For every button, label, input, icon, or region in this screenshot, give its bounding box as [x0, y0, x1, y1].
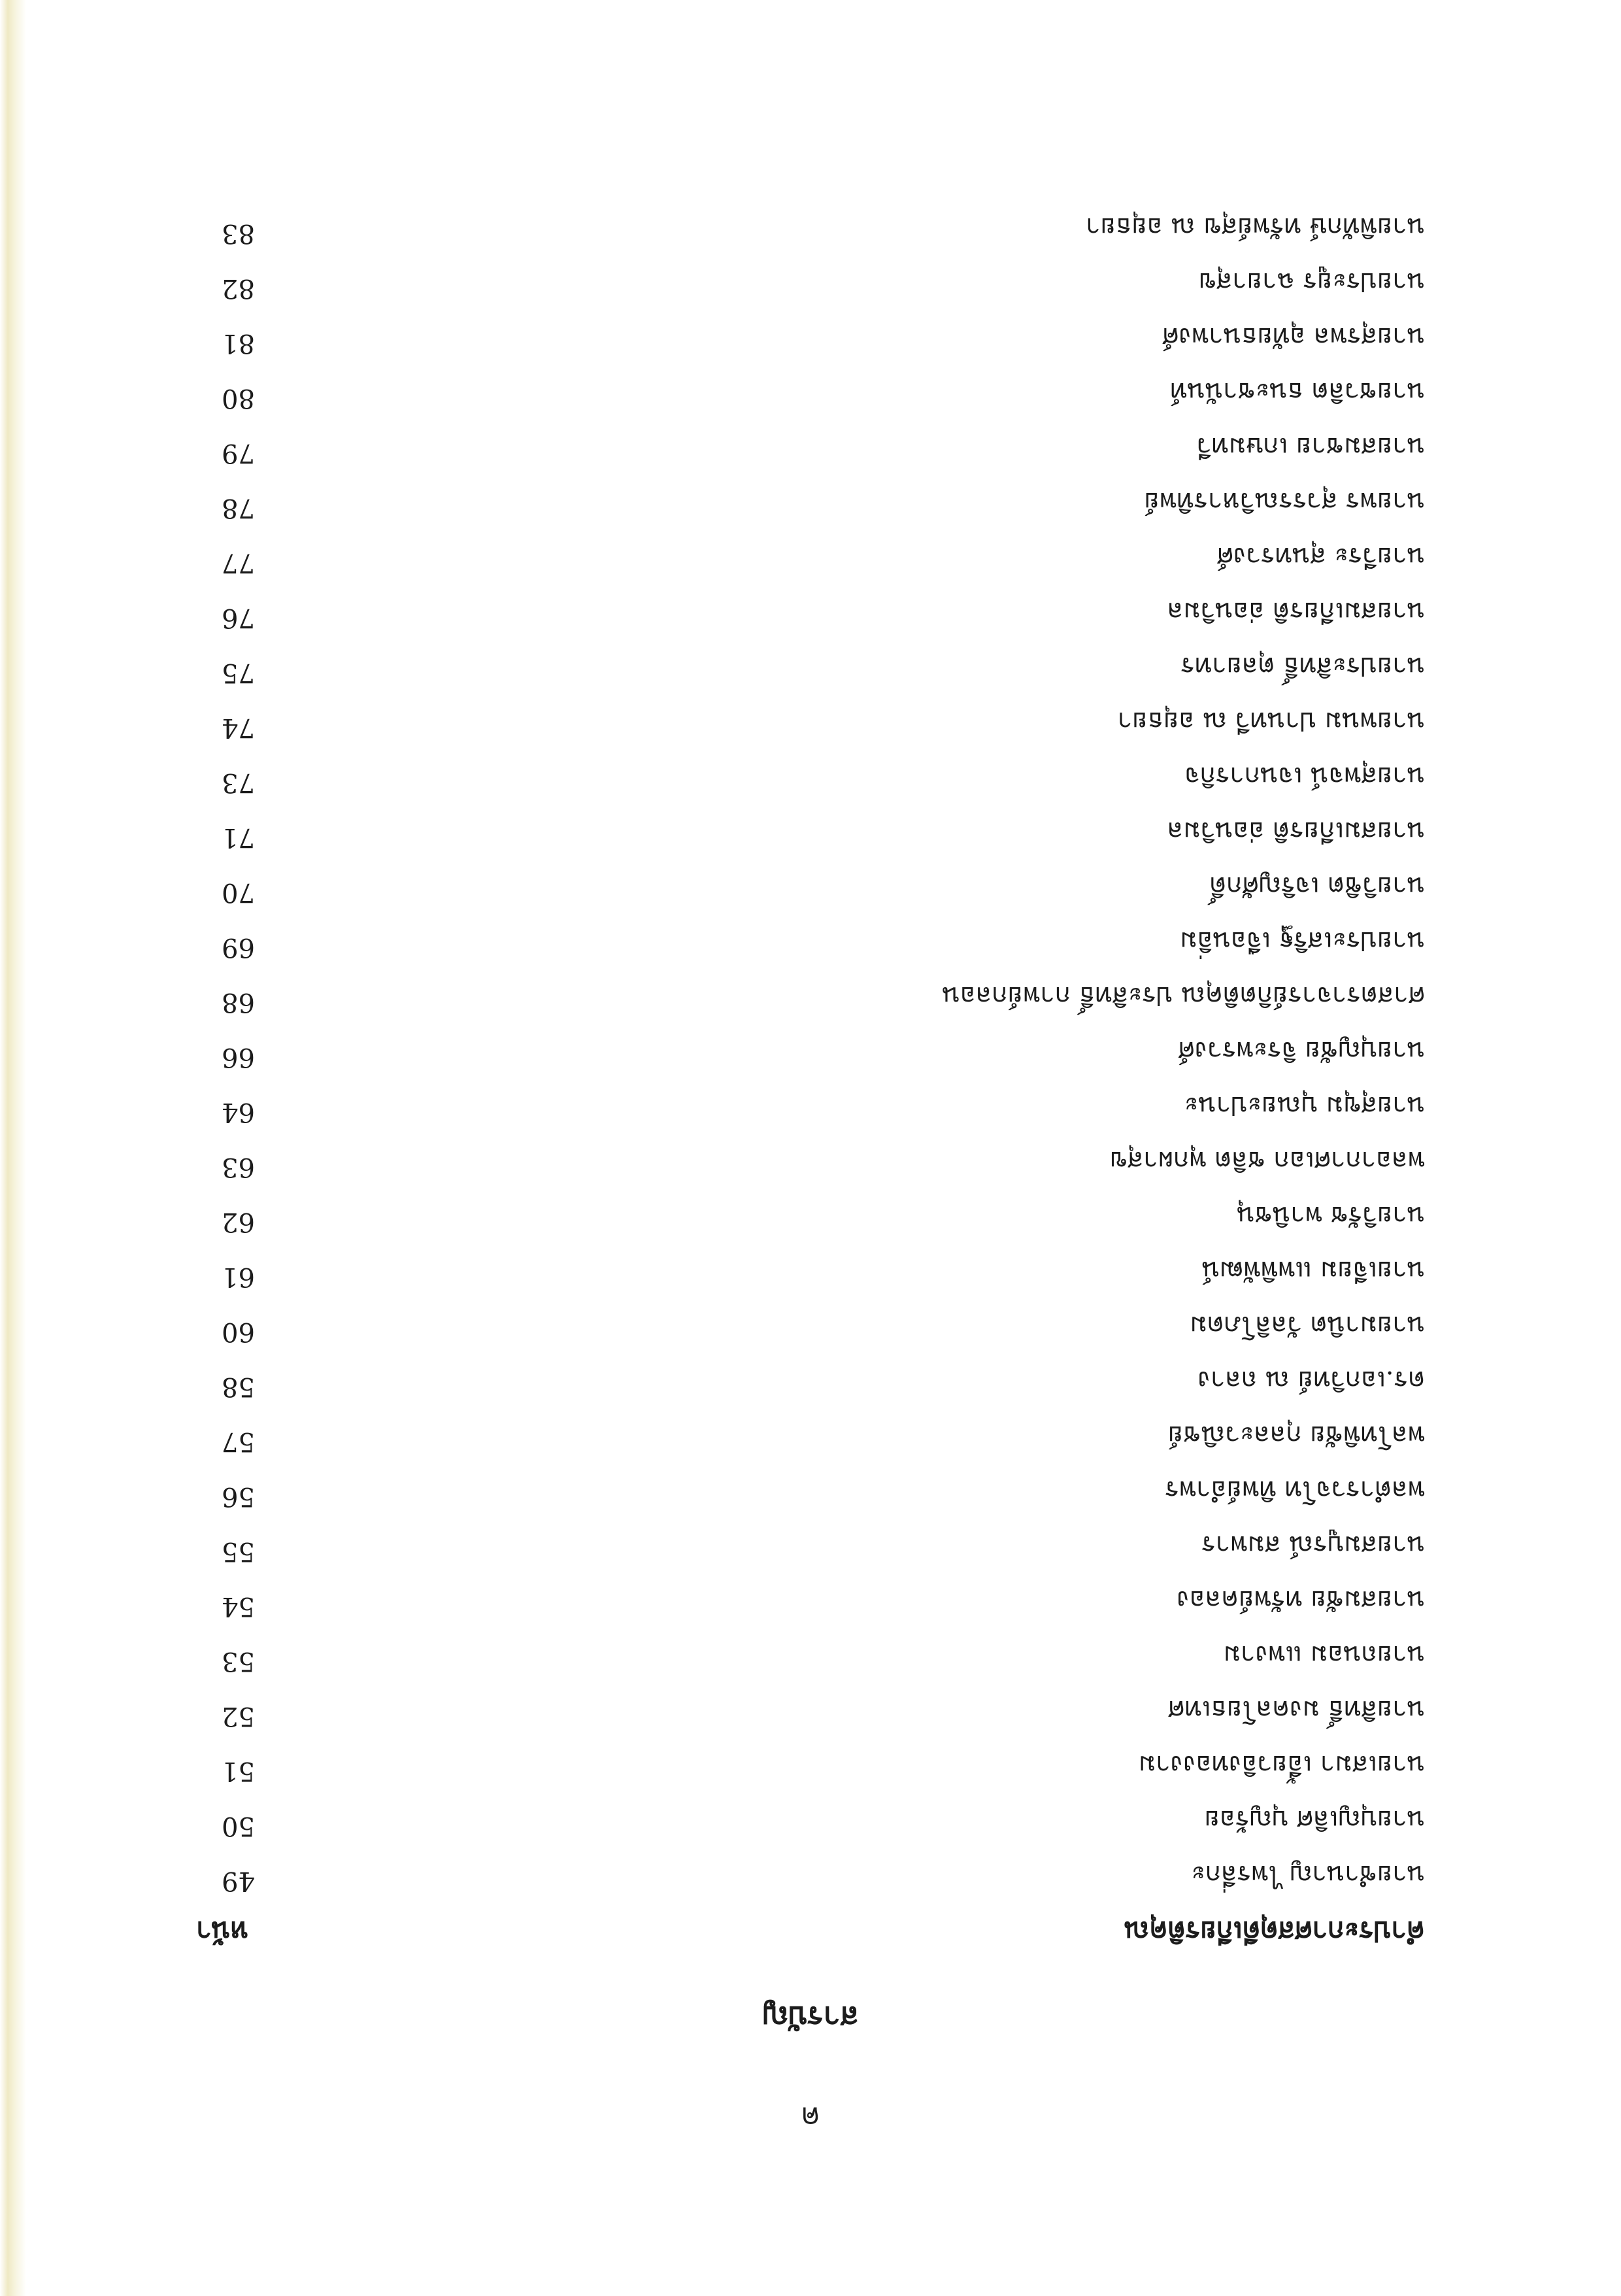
- page-number: ค: [801, 2101, 820, 2134]
- toc-entry-page: 71: [222, 822, 255, 853]
- page-title: สารบัญ: [762, 2000, 859, 2035]
- toc-entry: [196, 1786, 1425, 1841]
- toc-entry: [196, 907, 1425, 962]
- toc-entry: [196, 1072, 1425, 1127]
- toc-entry-title: นายชำนาญ ไพรลี่กะ: [1191, 1859, 1425, 1889]
- toc-entry-page: 49: [222, 1866, 255, 1896]
- toc-entry-title: นายสมเกียรติ อ่อนวิมล: [1167, 596, 1425, 626]
- toc-entry-page: 56: [222, 1481, 255, 1511]
- toc-entry-page: 70: [222, 877, 255, 907]
- toc-entry-title: นายสิทธิ์ มงคลโยธเทศ: [1167, 1695, 1425, 1725]
- toc-entry: [196, 853, 1425, 907]
- paper-edge: [0, 0, 26, 2296]
- toc-entry-page: 63: [222, 1152, 255, 1182]
- toc-entry-page: 77: [222, 548, 255, 578]
- toc-entry-title: พลโทพิชัย กุลละวณิชย์: [1167, 1420, 1425, 1450]
- toc-entry: [196, 1676, 1425, 1731]
- toc-entry-page: 79: [222, 438, 255, 468]
- toc-entry-title: นายพิทักษ์ ทรัพย์สุข ณ อยุธยา: [1085, 212, 1425, 242]
- toc-entry: [196, 468, 1425, 523]
- toc-entry-page: 76: [222, 603, 255, 633]
- toc-entry: [196, 1237, 1425, 1292]
- toc-entry-page: 55: [222, 1536, 255, 1566]
- toc-entry-page: 78: [222, 493, 255, 523]
- toc-entry: [196, 962, 1425, 1017]
- toc-entry: [196, 1402, 1425, 1457]
- toc-entry-title: นายประยูร ฉายาสุข: [1198, 267, 1425, 297]
- toc-entry: [196, 1127, 1425, 1182]
- toc-entry-title: นายบุญชัย จิระพรวงศ์: [1178, 1036, 1425, 1066]
- toc-entry-page: 51: [222, 1756, 255, 1786]
- toc-entry-page: 82: [222, 273, 255, 303]
- toc-entry-title: พลตำรวจโท ทิพย์อำพร: [1165, 1475, 1425, 1505]
- toc-entry-title: นายเจียม แพพิพัฒน์: [1201, 1255, 1425, 1285]
- toc-entry: [196, 688, 1425, 743]
- toc-entry-title: นายประสิทธิ์ ตุลยาทร: [1180, 651, 1425, 681]
- toc-entry-page: 57: [222, 1427, 255, 1457]
- toc-entry-title: พลอากาศเอก ชลิต พุกผาสุข: [1109, 1145, 1425, 1175]
- toc-entry-page: 81: [222, 328, 255, 358]
- toc-entry: [196, 1511, 1425, 1566]
- toc-entry-title: นายประเสริฐ เจือนอิ่ม: [1180, 926, 1425, 956]
- toc-header-label: คำประกาศสดุดีเกียรติคุณ: [1124, 1916, 1425, 1948]
- toc-entry: [196, 1017, 1425, 1072]
- toc-entry-page: 74: [222, 713, 255, 743]
- toc-entry-title: นายมานิต วัลลิโภดม: [1190, 1310, 1425, 1340]
- toc-entry: [196, 1292, 1425, 1347]
- toc-entry-title: นายสุรพล อุทัยธนาพงศ์: [1161, 322, 1425, 352]
- toc-entry: [196, 1841, 1425, 1896]
- toc-entry-title: นายเสมา เอี้ยวอิงทองงาม: [1138, 1749, 1425, 1780]
- toc-entry-page: 62: [222, 1207, 255, 1237]
- toc-entry-page: 73: [222, 768, 255, 798]
- toc-entry-title: นายสมชัย ทรัพย์คลอง: [1177, 1585, 1425, 1615]
- toc-entry-page: 54: [222, 1591, 255, 1621]
- toc-entry-page: 52: [222, 1701, 255, 1731]
- toc-entry-title: นายถนอม แพงาม: [1223, 1640, 1425, 1670]
- toc-entry-title: นายสุพจน์ เจนการกิจ: [1184, 761, 1425, 791]
- toc-entry-page: 69: [222, 932, 255, 962]
- toc-entry-title: นายสมชาย เกษมทวี: [1196, 431, 1425, 462]
- toc-entry-title: นายวิชิต เจริญศักดิ์: [1209, 871, 1425, 901]
- toc-entry-page: 50: [222, 1811, 255, 1841]
- toc-entry-title: นายสมเกียรติ อ่อนวิมล: [1167, 816, 1425, 846]
- toc-entry-title: ศาสตราจารย์กิตติคุณ ประสิทธิ์ กาพย์กลอน: [942, 981, 1425, 1011]
- toc-entry-title: นายพนม ปานทวี ณ อยุธยา: [1117, 706, 1425, 736]
- toc-entry-page: 61: [222, 1262, 255, 1292]
- toc-entry-title: ดร.เอกวิทย์ ณ ถลาง: [1197, 1365, 1425, 1395]
- toc-entry: [196, 1347, 1425, 1402]
- toc-entry-page: 64: [222, 1097, 255, 1127]
- toc-entry: [196, 194, 1425, 248]
- toc-entry-page: 58: [222, 1372, 255, 1402]
- toc-entry-title: นายสุขุม บุณยะปานะ: [1184, 1090, 1425, 1121]
- toc-entry-page: 68: [222, 987, 255, 1017]
- toc-entry-title: นายบุญเลิศ บุญร้อย: [1204, 1804, 1425, 1834]
- toc-entry-page: 83: [222, 218, 255, 248]
- toc-entry: [196, 743, 1425, 798]
- toc-entry: [196, 798, 1425, 853]
- toc-entry: [196, 1621, 1425, 1676]
- toc-header-page-label: หน้า: [196, 1916, 248, 1948]
- toc-entry: [196, 523, 1425, 578]
- toc-entry: [196, 1182, 1425, 1237]
- toc-entry: [196, 578, 1425, 633]
- toc-entry-title: นายพร สุวรรณวิหารทิพย์: [1144, 486, 1425, 516]
- toc-entry-page: 80: [222, 383, 255, 413]
- toc-entry-page: 66: [222, 1042, 255, 1072]
- toc-entry: [196, 1457, 1425, 1511]
- toc-entry: [196, 358, 1425, 413]
- toc-entry: [196, 413, 1425, 468]
- toc-entry: [196, 303, 1425, 358]
- toc-entry: [196, 1566, 1425, 1621]
- toc-entry: [196, 248, 1425, 303]
- toc-entry: [196, 1731, 1425, 1786]
- toc-entry-title: นายสมบูรณ์ สมพาร: [1201, 1530, 1425, 1560]
- toc-header-row: [196, 1907, 1425, 1953]
- toc-entry-title: นายวิรัช พานิชนุ: [1237, 1200, 1425, 1230]
- toc-entry-page: 60: [222, 1317, 255, 1347]
- toc-entry: [196, 633, 1425, 688]
- toc-entry-title: นายวีระ สุนทรวงศ์: [1216, 541, 1425, 571]
- toc-entry-page: 53: [222, 1646, 255, 1676]
- toc-entry-page: 75: [222, 658, 255, 688]
- toc-entry-title: นายชวลิต ธนะชานันท์: [1170, 377, 1425, 407]
- toc-entry-list: [196, 194, 1425, 1896]
